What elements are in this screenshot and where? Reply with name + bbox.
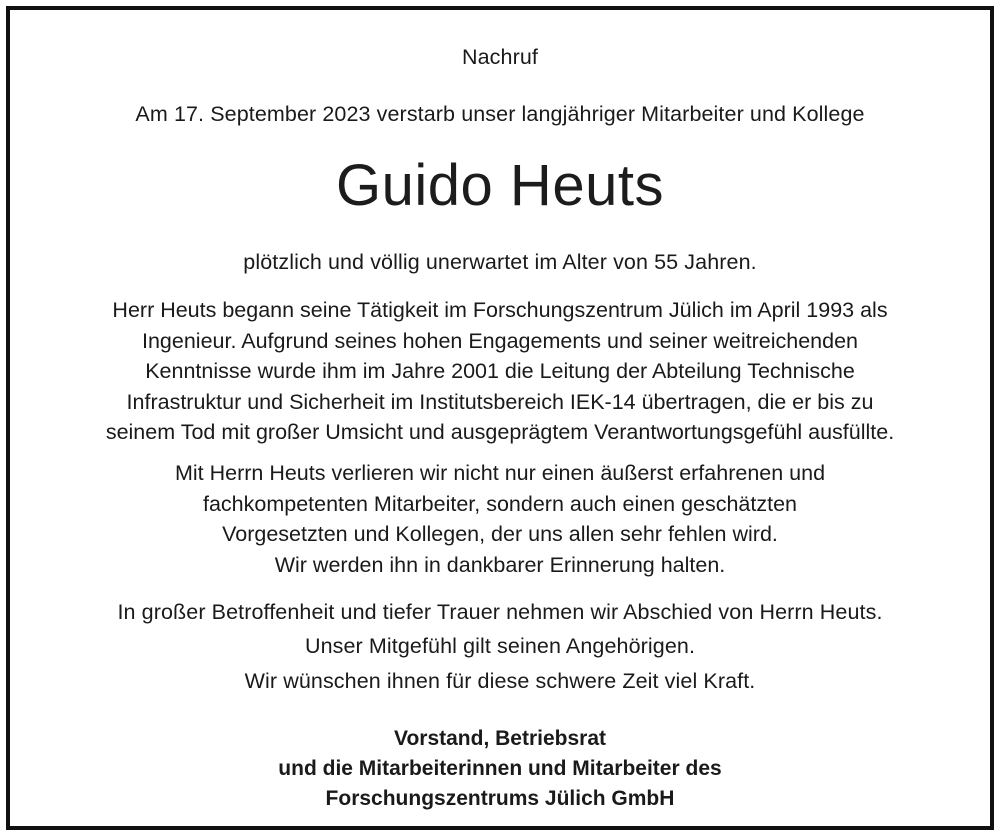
obituary-frame (6, 6, 994, 830)
notice-heading: Nachruf (462, 45, 538, 69)
signature-block (10, 724, 990, 814)
closing-line: Wir wünschen ihnen für diese schwere Zeit viel Kraft. (244, 669, 756, 693)
paragraph-line: Herr Heuts begann seine Tätigkeit im Forschungszentrum Jülich im April 1993 als (112, 298, 888, 322)
paragraph-line: Wir werden ihn in dankbarer Erinnerung halten. (274, 552, 726, 577)
paragraph-line: Ingenieur. Aufgrund seines hohen Engagements und seiner weitreichenden (142, 328, 858, 353)
paragraph-line: Mit Herrn Heuts verlieren wir nicht nur einen äußerst erfahrenen und (174, 461, 826, 485)
closing-line: In großer Betroffenheit und tiefer Trauer nehmen wir Abschied von Herrn Heuts. (117, 600, 883, 624)
signature-line: und die Mitarbeiterinnen und Mitarbeiter des (278, 757, 722, 780)
closing-line: Unser Mitgefühl gilt seinen Angehörigen. (304, 634, 696, 658)
signature-line: Forschungszentrums Jülich GmbH (325, 787, 675, 810)
deceased-name: Guido Heuts (336, 153, 664, 218)
age-line: plötzlich und völlig unerwartet im Alter von 55 Jahren. (243, 250, 757, 274)
intro-line: Am 17. September 2023 verstarb unser langjähriger Mitarbeiter und Kollege (135, 102, 865, 126)
signature-line: Vorstand, Betriebsrat (394, 727, 606, 750)
paragraph-line: Vorgesetzten und Kollegen, der uns allen sehr fehlen wird. (222, 522, 778, 546)
paragraph-line: Infrastruktur und Sicherheit im Institutsbereich IEK-14 übertragen, die er bis zu (126, 389, 874, 414)
paragraph-line: fachkompetenten Mitarbeiter, sondern auch einen geschätzten (202, 491, 798, 516)
obituary-content (10, 10, 990, 826)
paragraph-line: seinem Tod mit großer Umsicht und ausgeprägtem Verantwortungsgefühl ausfüllte. (105, 420, 895, 444)
tribute-paragraph (10, 458, 990, 580)
biography-paragraph (10, 295, 990, 448)
paragraph-line: Kenntnisse wurde ihm im Jahre 2001 die Leitung der Abteilung Technische (145, 359, 855, 383)
